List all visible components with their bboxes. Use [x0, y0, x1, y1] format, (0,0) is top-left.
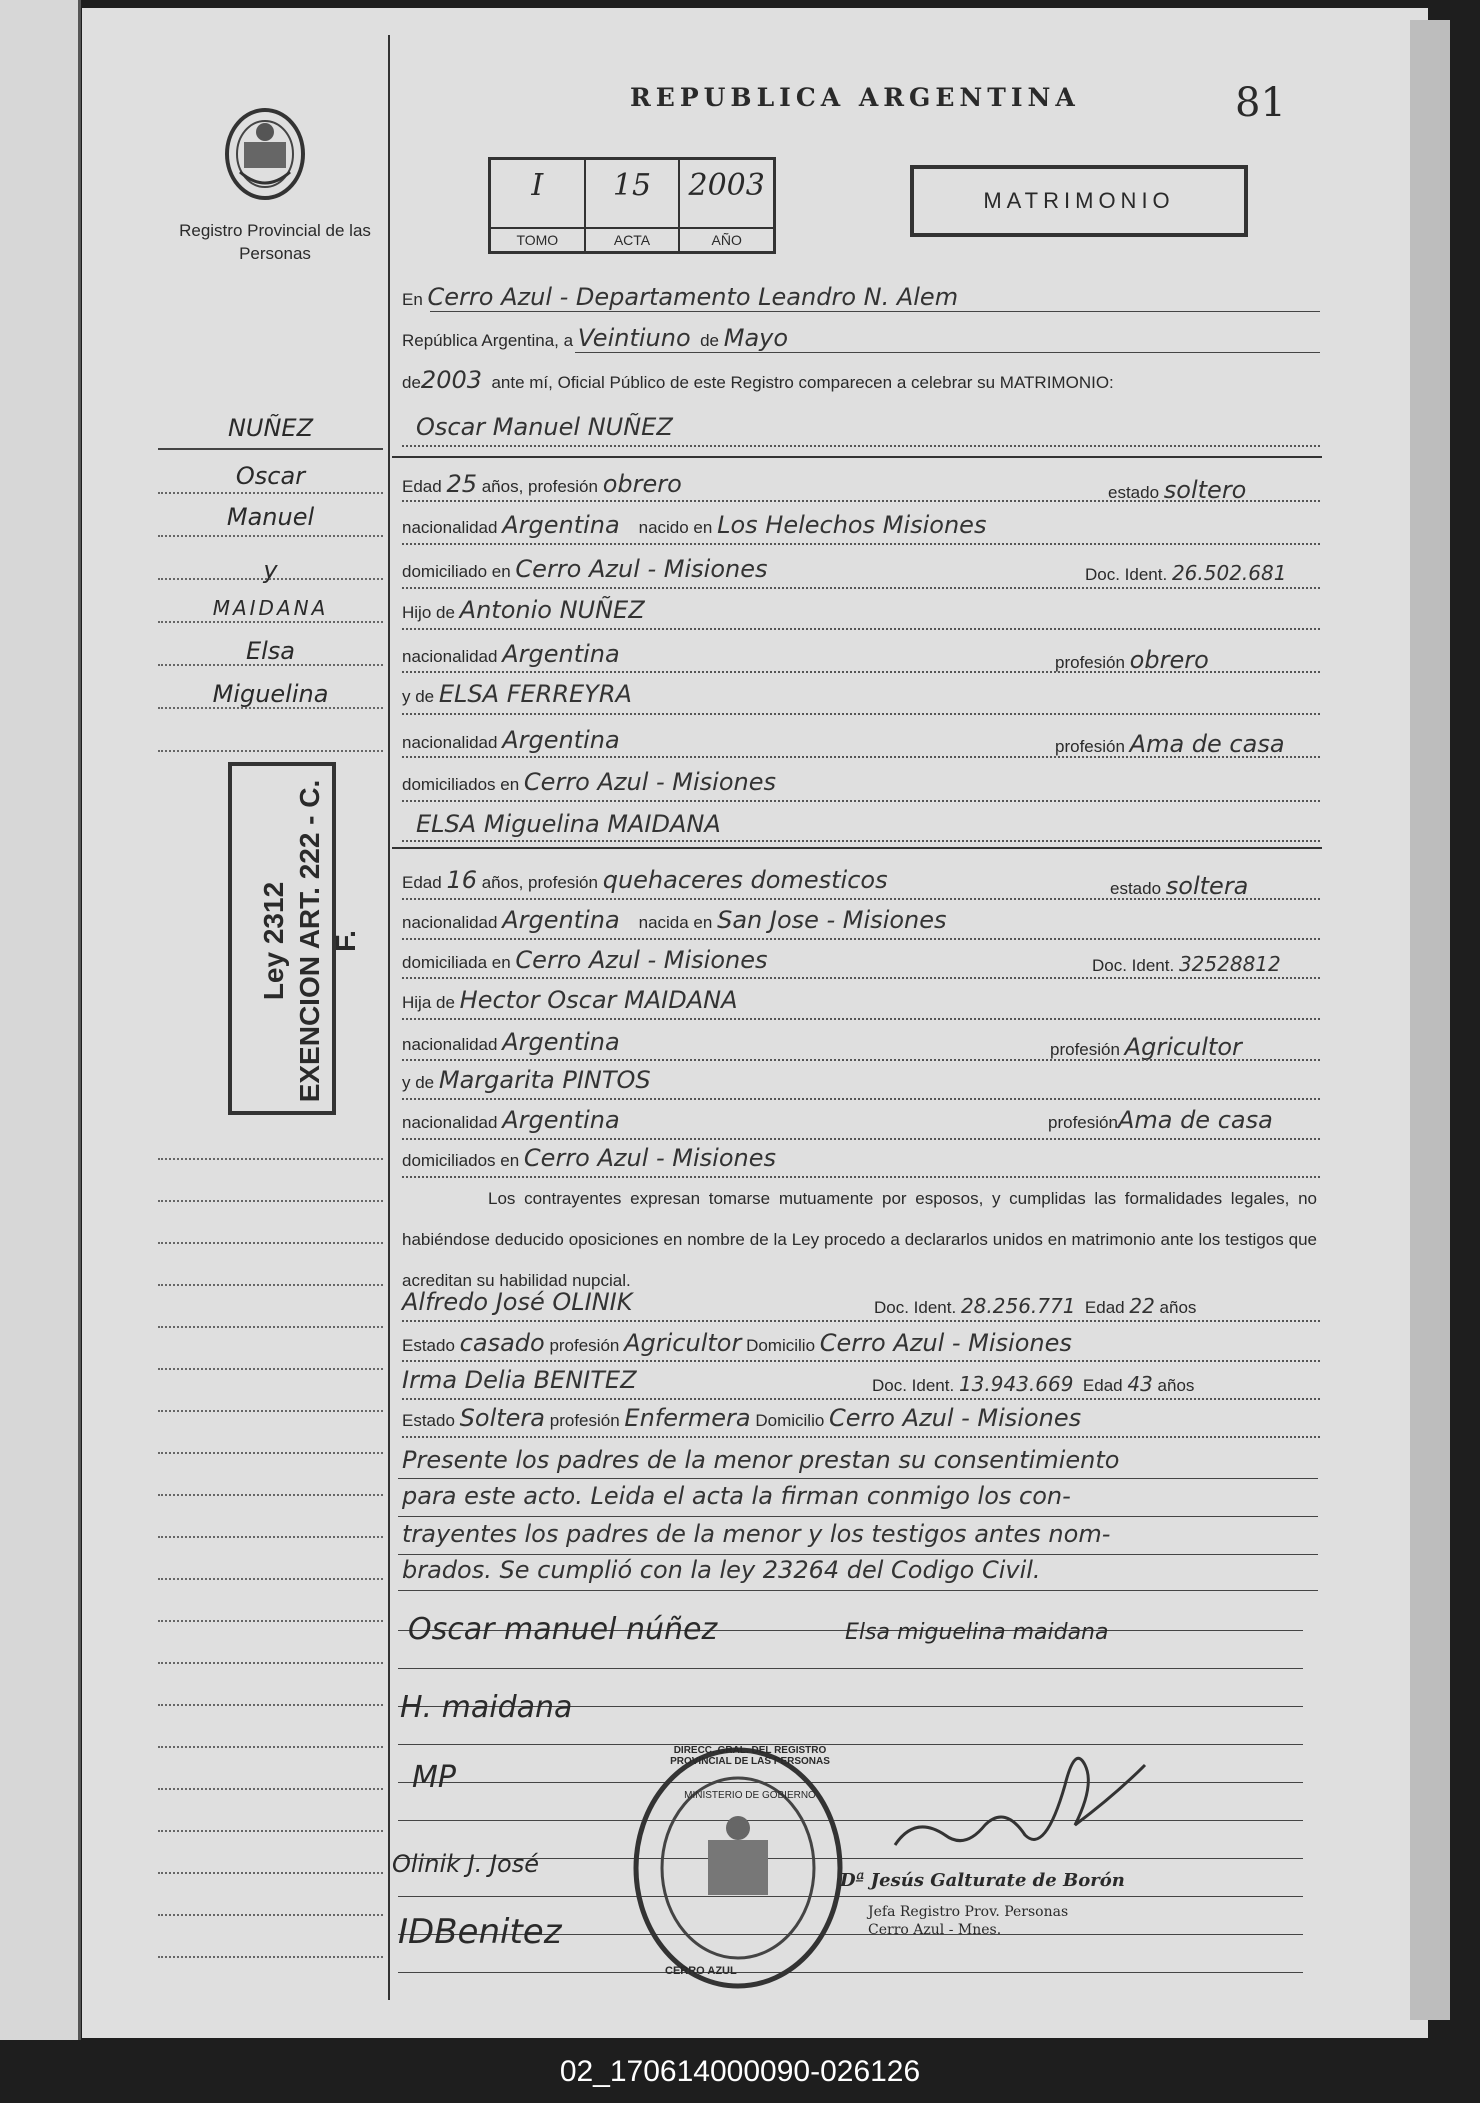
note-text: trayentes los padres de la menor y los testigos antes nom-: [402, 1520, 1111, 1548]
acta-value: 15: [612, 168, 652, 203]
estado-label: estado: [1110, 879, 1162, 898]
month: Mayo: [723, 324, 789, 352]
note-line: [402, 1556, 1041, 1584]
edad-label: Edad: [402, 477, 442, 496]
bride-mother-nationality: Argentina: [502, 1106, 620, 1134]
note-text: Presente los padres de la menor prestan su consentimiento: [402, 1446, 1120, 1474]
bride-name: ELSA Miguelina MAIDANA: [416, 810, 721, 838]
official-seal-icon: [628, 1740, 848, 1990]
groom-father: Antonio NUÑEZ: [459, 596, 645, 624]
ruled-line: [398, 1516, 1318, 1517]
ruled-line: [398, 1590, 1318, 1591]
domicilio-label: domiciliado en: [402, 562, 511, 581]
intro-line-1: [402, 283, 958, 311]
fill-line: [402, 898, 1320, 900]
witness-2-line: [402, 1366, 637, 1394]
declaration-text: Los contrayentes expresan tomarse mutuamente por esposos, y cumplidas las formalidades legales, no habiéndose deducido oposiciones en nombre de la Ley procedo a declararlos unidos en matrimonio ante los testigos que acreditan su habilidad nupcial.: [402, 1189, 1317, 1290]
yde-label: y de: [402, 1073, 435, 1092]
bride-signature: Elsa miguelina maidana: [845, 1620, 1109, 1645]
groom-doc: [1085, 561, 1286, 585]
witness-1-address: Cerro Azul - Misiones: [819, 1329, 1072, 1357]
edad-label: Edad: [1084, 1298, 1125, 1317]
groom-birthplace: Los Helechos Misiones: [717, 511, 987, 539]
tomo-value: I: [531, 168, 544, 203]
margin-rule: [158, 1494, 383, 1496]
witness-1-doc-age: [874, 1294, 1196, 1318]
estado-label: estado: [1108, 483, 1160, 502]
year: 2003: [420, 366, 482, 394]
margin-rule: [158, 664, 383, 666]
nacionalidad-label: nacionalidad: [402, 1035, 498, 1054]
groom-mother-nationality: Argentina: [502, 726, 620, 754]
groom-father-prof: [1055, 646, 1209, 674]
nacionalidad-label: nacionalidad: [402, 1113, 498, 1132]
bride-address: Cerro Azul - Misiones: [515, 946, 768, 974]
image-filename: 02_170614000090-026126: [559, 2055, 921, 2088]
fill-line: [402, 713, 1320, 715]
anios-label: años, profesión: [481, 477, 598, 496]
margin-rule: [158, 1704, 383, 1706]
fill-line: [402, 671, 1320, 673]
groom-mother-line: [402, 680, 632, 708]
witness-2-status: Soltera: [459, 1404, 546, 1432]
fill-line: [402, 1018, 1320, 1020]
stamp-line-1: Ley 2312: [258, 881, 289, 1001]
intro-line-3: [402, 366, 1114, 394]
margin-line: Elsa: [245, 637, 296, 665]
witness-1-status: casado: [459, 1329, 545, 1357]
bride-edad-line: [402, 866, 888, 894]
profesion-label: profesión: [1055, 653, 1125, 672]
witness-1-profession: Agricultor: [624, 1329, 742, 1357]
note-text: para este acto. Leida el acta la firman conmigo los con-: [402, 1482, 1071, 1510]
fill-line: [402, 938, 1320, 940]
margin-rule: [158, 1410, 383, 1412]
witness-1-age: 22: [1129, 1294, 1155, 1318]
margin-line: Oscar: [235, 462, 306, 490]
margin-rule: [158, 1662, 383, 1664]
groom-mother-prof: [1055, 730, 1285, 758]
anios-label: años: [1157, 1376, 1195, 1395]
anios-label: años, profesión: [481, 873, 598, 892]
groom-signature: Oscar manuel núñez: [408, 1612, 718, 1647]
groom-civil-status: soltero: [1163, 476, 1247, 504]
witness-2-signature: IDBenitez: [398, 1912, 562, 1952]
fill-line: [402, 977, 1320, 979]
bride-dom-line: [402, 946, 768, 974]
registry-name: Registro Provincial de las Personas: [179, 221, 371, 263]
exemption-stamp-text: [256, 766, 361, 1116]
nacionalidad-label: nacionalidad: [402, 913, 498, 932]
nacionalidad-label: nacionalidad: [402, 733, 498, 752]
tomo-cell: [491, 160, 586, 251]
section-separator: [392, 456, 1322, 458]
margin-line: Manuel: [226, 503, 315, 531]
father-signature: H. maidana: [400, 1690, 573, 1725]
en-label: En: [402, 290, 423, 309]
bride-mother-nac-line: [402, 1106, 620, 1134]
margin-rule: [158, 1578, 383, 1580]
bride-mother-prof: [1048, 1106, 1273, 1134]
groom-edad-line: [402, 470, 682, 498]
fill-line: [575, 352, 1320, 353]
fill-line: [402, 1436, 1320, 1438]
witness-2-profession: Enfermera: [624, 1404, 751, 1432]
witness-1-name: Alfredo José OLINIK: [402, 1288, 633, 1316]
fill-line: [402, 800, 1320, 802]
fill-line: [402, 1320, 1320, 1322]
groom-profession: obrero: [602, 470, 682, 498]
yde-label: y de: [402, 687, 435, 706]
groom-mother-profession: Ama de casa: [1129, 730, 1285, 758]
groom-name: Oscar Manuel NUÑEZ: [416, 413, 673, 441]
groom-parents-dom-line: [402, 768, 776, 796]
domiciliados-label: domiciliados en: [402, 1151, 520, 1170]
ruled-line: [398, 1820, 1303, 1821]
acta-label: ACTA: [586, 227, 679, 251]
profesion-label: profesión: [549, 1411, 620, 1430]
bride-mother-line: [402, 1066, 651, 1094]
bride-father-prof: [1050, 1033, 1242, 1061]
record-number-box: [488, 157, 776, 254]
country-title: REPUBLICA ARGENTINA: [630, 83, 1080, 112]
doc-label: Doc. Ident.: [874, 1298, 957, 1317]
groom-father-line: [402, 596, 645, 624]
facing-page: [0, 0, 81, 2040]
margin-rule: [158, 1620, 383, 1622]
exemption-stamp: [228, 762, 361, 1115]
groom-nac-line: [402, 511, 986, 539]
fill-line: [402, 445, 1320, 447]
note-line: [402, 1446, 1119, 1474]
bride-age: 16: [446, 866, 477, 894]
margin-rule: [158, 448, 383, 450]
bride-mother-profession: Ama de casa: [1117, 1106, 1273, 1134]
seal-outer-text: DIRECC. GRAL. DEL REGISTRO PROVINCIAL DE LAS PERSONAS: [670, 1745, 830, 1767]
de2-label: de: [402, 373, 421, 392]
witness-1-details: [402, 1329, 1072, 1357]
domicilio-label: domiciliada en: [402, 953, 511, 972]
note-line: [402, 1520, 1110, 1548]
bride-estado: [1110, 872, 1248, 900]
republica-label: República Argentina, a: [402, 331, 574, 350]
groom-doc-number: 26.502.681: [1171, 561, 1287, 585]
bride-father-profession: Agricultor: [1124, 1033, 1242, 1061]
section-separator: [392, 847, 1322, 849]
official-title: [868, 1903, 1068, 1939]
ruled-line: [398, 1478, 1318, 1479]
margin-rule: [158, 1914, 383, 1916]
margin-line: MAIDANA: [212, 596, 329, 620]
groom-address: Cerro Azul - Misiones: [515, 555, 768, 583]
margin-rule: [158, 1158, 383, 1160]
fill-line: [402, 587, 1320, 589]
fill-line: [402, 1360, 1320, 1362]
ruled-line: [398, 1744, 1303, 1745]
margin-line: Miguelina: [212, 680, 329, 708]
ruled-line: [398, 1972, 1303, 1973]
witness-2-name: Irma Delia BENITEZ: [402, 1366, 637, 1394]
estado-label: Estado: [402, 1336, 455, 1355]
provincial-coat-of-arms-icon: [222, 102, 308, 202]
ruled-line: [398, 1782, 1303, 1783]
margin-rule: [158, 750, 383, 752]
seal-place: CERRO AZUL: [665, 1965, 737, 1977]
anios-label: años: [1159, 1298, 1197, 1317]
ruled-line: [398, 1896, 1303, 1897]
tomo-label: TOMO: [491, 227, 584, 251]
witness-2-doc: 13.943.669: [958, 1372, 1074, 1396]
margin-divider: [388, 35, 390, 2000]
bride-nationality: Argentina: [502, 906, 620, 934]
profesion-label: profesión: [1048, 1113, 1118, 1132]
bride-nac-line: [402, 906, 947, 934]
official-title-line: Jefa Registro Prov. Personas: [868, 1904, 1069, 1920]
nacionalidad-label: nacionalidad: [402, 647, 498, 666]
nacionalidad-label: nacionalidad: [402, 518, 498, 537]
note-text: brados. Se cumplió con la ley 23264 del Codigo Civil.: [402, 1556, 1041, 1584]
fill-line: [402, 1398, 1320, 1400]
margin-rule: [158, 707, 383, 709]
profesion-label: profesión: [549, 1336, 620, 1355]
day: Veintiuno: [577, 324, 691, 352]
intro-line-2: [402, 324, 788, 352]
witness-2-details: [402, 1404, 1081, 1432]
groom-father-nationality: Argentina: [502, 640, 620, 668]
fill-line: [402, 500, 1320, 502]
margin-rule: [158, 578, 383, 580]
margin-rule: [158, 1284, 383, 1286]
bride-father-nationality: Argentina: [502, 1028, 620, 1056]
bride-civil-status: soltera: [1165, 872, 1249, 900]
groom-mother: ELSA FERREYRA: [438, 680, 632, 708]
nacida-label: nacida en: [638, 913, 713, 932]
witness-2-age: 43: [1127, 1372, 1153, 1396]
witness-2-address: Cerro Azul - Misiones: [829, 1404, 1082, 1432]
bride-parents-dom-line: [402, 1144, 776, 1172]
margin-rule: [158, 1746, 383, 1748]
margin-rule: [158, 1830, 383, 1832]
fill-line: [402, 628, 1320, 630]
margin-rule: [158, 1452, 383, 1454]
ruled-line: [398, 1554, 1318, 1555]
bride-mother: Margarita PINTOS: [438, 1066, 651, 1094]
margin-line: NUÑEZ: [227, 414, 314, 442]
edad-label: Edad: [1082, 1376, 1123, 1395]
witness-2-doc-age: [872, 1372, 1194, 1396]
margin-line: y: [263, 556, 278, 584]
groom-dom-line: [402, 555, 768, 583]
note-line: [402, 1482, 1071, 1510]
stamp-line-2: EXENCION ART. 222 - C. F.: [294, 779, 361, 1103]
groom-father-profession: obrero: [1129, 646, 1209, 674]
profesion-label: profesión: [1050, 1040, 1120, 1059]
doc-label: Doc. Ident.: [1085, 565, 1168, 584]
groom-age: 25: [446, 470, 477, 498]
bride-doc-number: 32528812: [1178, 952, 1281, 976]
fill-line: [402, 1098, 1320, 1100]
fill-line: [402, 1138, 1320, 1140]
record-type: MATRIMONIO: [910, 165, 1248, 237]
margin-rule: [158, 1368, 383, 1370]
fill-line: [402, 756, 1320, 758]
margin-rule: [158, 1872, 383, 1874]
seal-inner-text: MINISTERIO DE GOBIERNO: [684, 1790, 816, 1801]
margin-rule: [158, 1242, 383, 1244]
bride-name-line: [402, 810, 721, 838]
hija-label: Hija de: [402, 993, 455, 1012]
domicilio-label: Domicilio: [755, 1411, 825, 1430]
witness-1-doc: 28.256.771: [960, 1294, 1076, 1318]
fill-line: [402, 543, 1320, 545]
de-label: de: [700, 331, 720, 350]
mother-signature: MP: [412, 1760, 456, 1795]
bride-father-line: [402, 986, 738, 1014]
anio-value: 2003: [688, 168, 765, 203]
margin-rule: [158, 621, 383, 623]
place: Cerro Azul - Departamento Leandro N. Alem: [427, 283, 959, 311]
bride-profession: quehaceres domesticos: [602, 866, 888, 894]
witness-1-signature: Olinik J. José: [392, 1850, 539, 1878]
official-name: Dª Jesús Galturate de Borón: [840, 1870, 1125, 1891]
groom-parents-address: Cerro Azul - Misiones: [523, 768, 777, 796]
margin-rule: [158, 492, 383, 494]
fill-line: [402, 1059, 1320, 1061]
edad-label: Edad: [402, 873, 442, 892]
bride-birthplace: San Jose - Misiones: [717, 906, 947, 934]
fill-line: [402, 840, 1320, 842]
profesion-label: profesión: [1055, 737, 1125, 756]
folio-number: 81: [1235, 80, 1286, 126]
bride-father: Hector Oscar MAIDANA: [459, 986, 738, 1014]
witness-1-line: [402, 1288, 632, 1316]
doc-label: Doc. Ident.: [872, 1376, 955, 1395]
nacido-label: nacido en: [638, 518, 713, 537]
bride-father-nac-line: [402, 1028, 620, 1056]
margin-rule: [158, 1536, 383, 1538]
margin-rule: [158, 1956, 383, 1958]
hijo-label: Hijo de: [402, 603, 455, 622]
official-place: Cerro Azul - Mnes.: [868, 1922, 1002, 1938]
bride-parents-address: Cerro Azul - Misiones: [523, 1144, 777, 1172]
official-signature-scribble: [885, 1725, 1155, 1875]
margin-rule: [158, 1326, 383, 1328]
ruled-line: [398, 1668, 1303, 1669]
acta-cell: [586, 160, 681, 251]
bride-doc: [1092, 952, 1281, 976]
margin-rule: [158, 535, 383, 537]
groom-name-line: [402, 413, 673, 441]
doc-label: Doc. Ident.: [1092, 956, 1175, 975]
margin-rule: [158, 1200, 383, 1202]
anio-label: AÑO: [680, 227, 773, 251]
anio-cell: [680, 160, 773, 251]
groom-father-nac-line: [402, 640, 620, 668]
fill-line: [430, 311, 1320, 312]
page-edge: [1410, 20, 1450, 2020]
groom-mother-nac-line: [402, 726, 620, 754]
domiciliados-label: domiciliados en: [402, 775, 520, 794]
ante-text: ante mí, Oficial Público de este Registro comparecen a celebrar su MATRIMONIO:: [491, 373, 1114, 392]
domicilio-label: Domicilio: [746, 1336, 816, 1355]
groom-nationality: Argentina: [502, 511, 620, 539]
estado-label: Estado: [402, 1411, 455, 1430]
margin-rule: [158, 1788, 383, 1790]
